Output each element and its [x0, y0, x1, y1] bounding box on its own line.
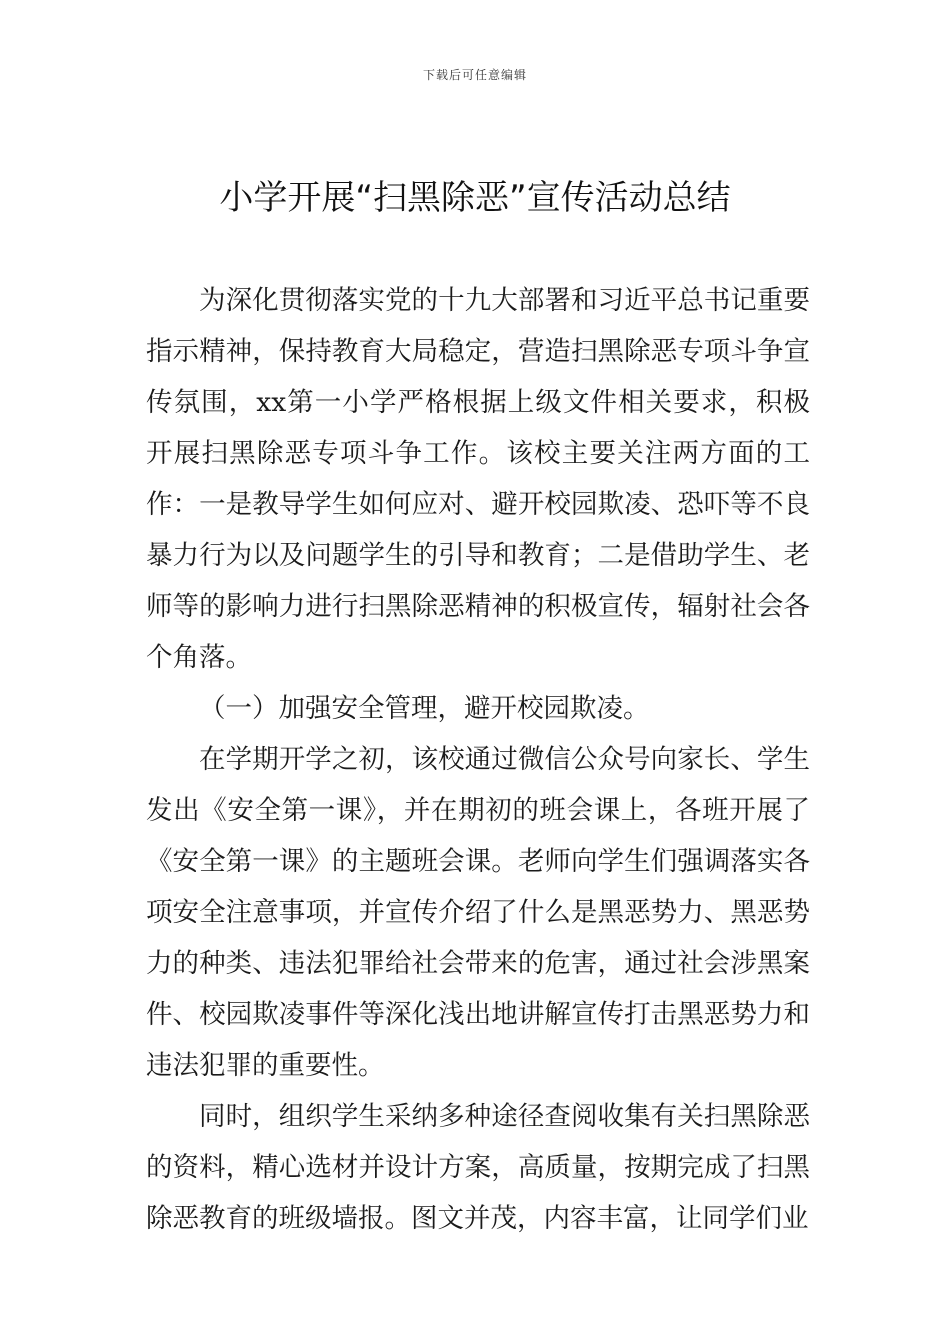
- paragraph-wall-newspaper: 同时，组织学生采纳多种途径查阅收集有关扫黑除恶的资料，精心选材并设计方案，高质量，按期完成了扫黑除恶教育的班级墙报。图文并茂，内容丰富，让同学们业: [146, 1101, 810, 1234]
- document-title: 小学开展“扫黑除恶”宣传活动总结: [219, 178, 731, 218]
- document-body: [146, 275, 810, 1244]
- header-note: 下载后可任意编辑: [422, 68, 527, 82]
- paragraph-safety-lesson: 在学期开学之初，该校通过微信公众号向家长、学生发出《安全第一课》，并在期初的班会课上，各班开展了《安全第一课》的主题班会课。老师向学生们强调落实各项安全注意事项，并宣传介绍了什么是黑恶势力、黑恶势力的种类、违法犯罪给社会带来的危害，通过社会涉黑案件、校园欺凌事件等深化浅出地讲解宣传打击黑恶势力和违法犯罪的重要性。: [146, 744, 810, 1081]
- section-heading-1: （一）加强安全管理，避开校园欺凌。: [199, 693, 650, 724]
- paragraph-intro: 为深化贯彻落实党的十九大部署和习近平总书记重要指示精神，保持教育大局稳定，营造扫黑除恶专项斗争宣传氛围，xx第一小学严格根据上级文件相关要求，积极开展扫黑除恶专项斗争工作。该校主要关注两方面的工作：一是教导学生如何应对、避开校园欺凌、恐吓等不良暴力行为以及问题学生的引导和教育；二是借助学生、老师等的影响力进行扫黑除恶精神的积极宣传，辐射社会各个角落。: [146, 285, 810, 673]
